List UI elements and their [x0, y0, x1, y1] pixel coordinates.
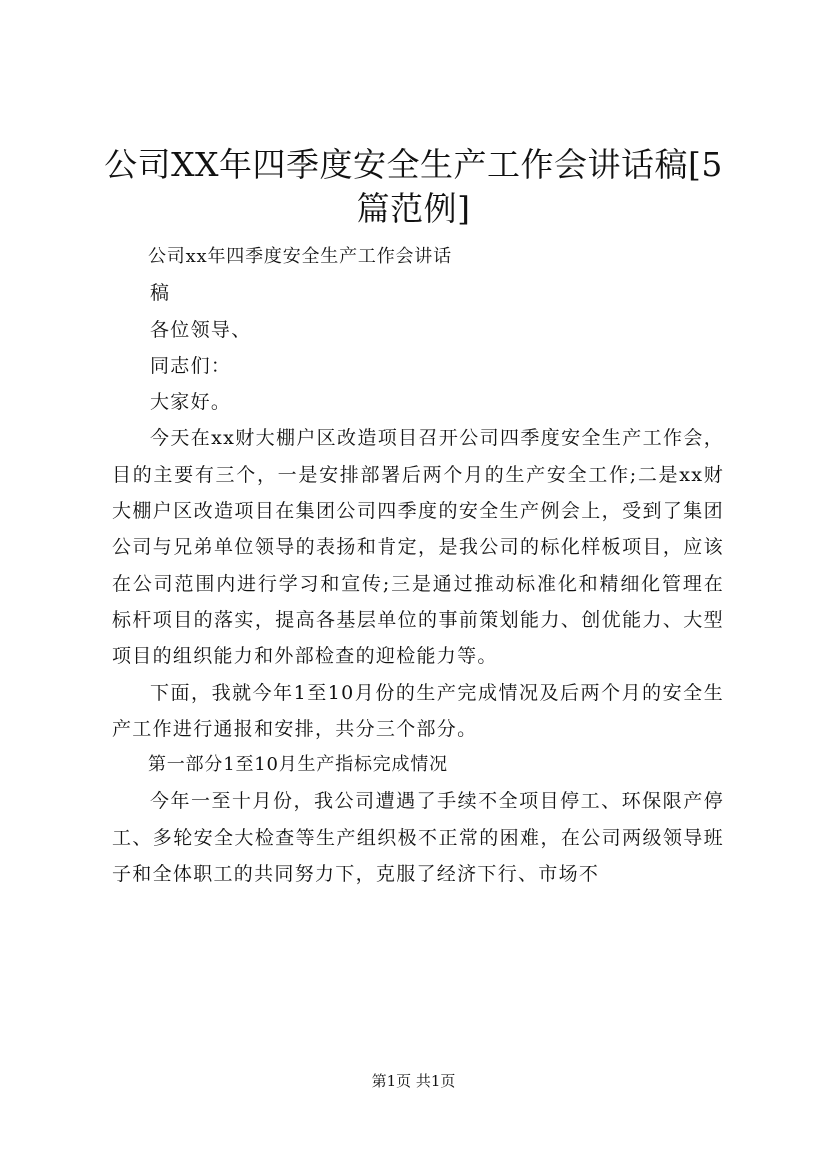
page-footer: 第1页 共1页: [371, 1072, 456, 1090]
document-body: [112, 239, 724, 892]
paragraph-greeting: 大家好。: [150, 391, 232, 414]
paragraph-part-one-body: 今年一至十月份，我公司遭遇了手续不全项目停工、环保限产停工、多轮安全大检查等生产组织极不正常的困难，在公司两级领导班子和全体职工的共同努力下，克服了经济下行、市场不: [112, 790, 724, 886]
document-title: 公司XX年四季度安全生产工作会讲话稿[5篇范例]: [104, 145, 723, 228]
paragraph-overview: 下面，我就今年1至10月份的生产完成情况及后两个月的安全生产工作进行通报和安排，共分三个部分。: [112, 681, 724, 740]
paragraph-subtitle-continued: 稿: [150, 282, 171, 305]
paragraph-subtitle: 公司xx年四季度安全生产工作会讲话: [148, 246, 452, 267]
paragraph-salutation-comrades: 同志们：: [150, 354, 232, 377]
paragraph-salutation-leaders: 各位领导、: [150, 318, 252, 341]
section-heading-part-one: 第一部分1至10月生产指标完成情况: [148, 754, 448, 776]
paragraph-purpose: 今天在xx财大棚户区改造项目召开公司四季度安全生产工作会，目的主要有三个，一是安排部署后两个月的生产安全工作;二是xx财大棚户区改造项目在集团公司四季度的安全生产例会上，受到了集团公司与兄弟单位领导的表扬和肯定，是我公司的标化样板项目，应该在公司范围内进行学习和宣传;三是通过推动标准化和精细化管理在标杆项目的落实，提高各基层单位的事前策划能力、创优能力、大型项目的组织能力和外部检查的迎检能力等。: [112, 427, 724, 668]
